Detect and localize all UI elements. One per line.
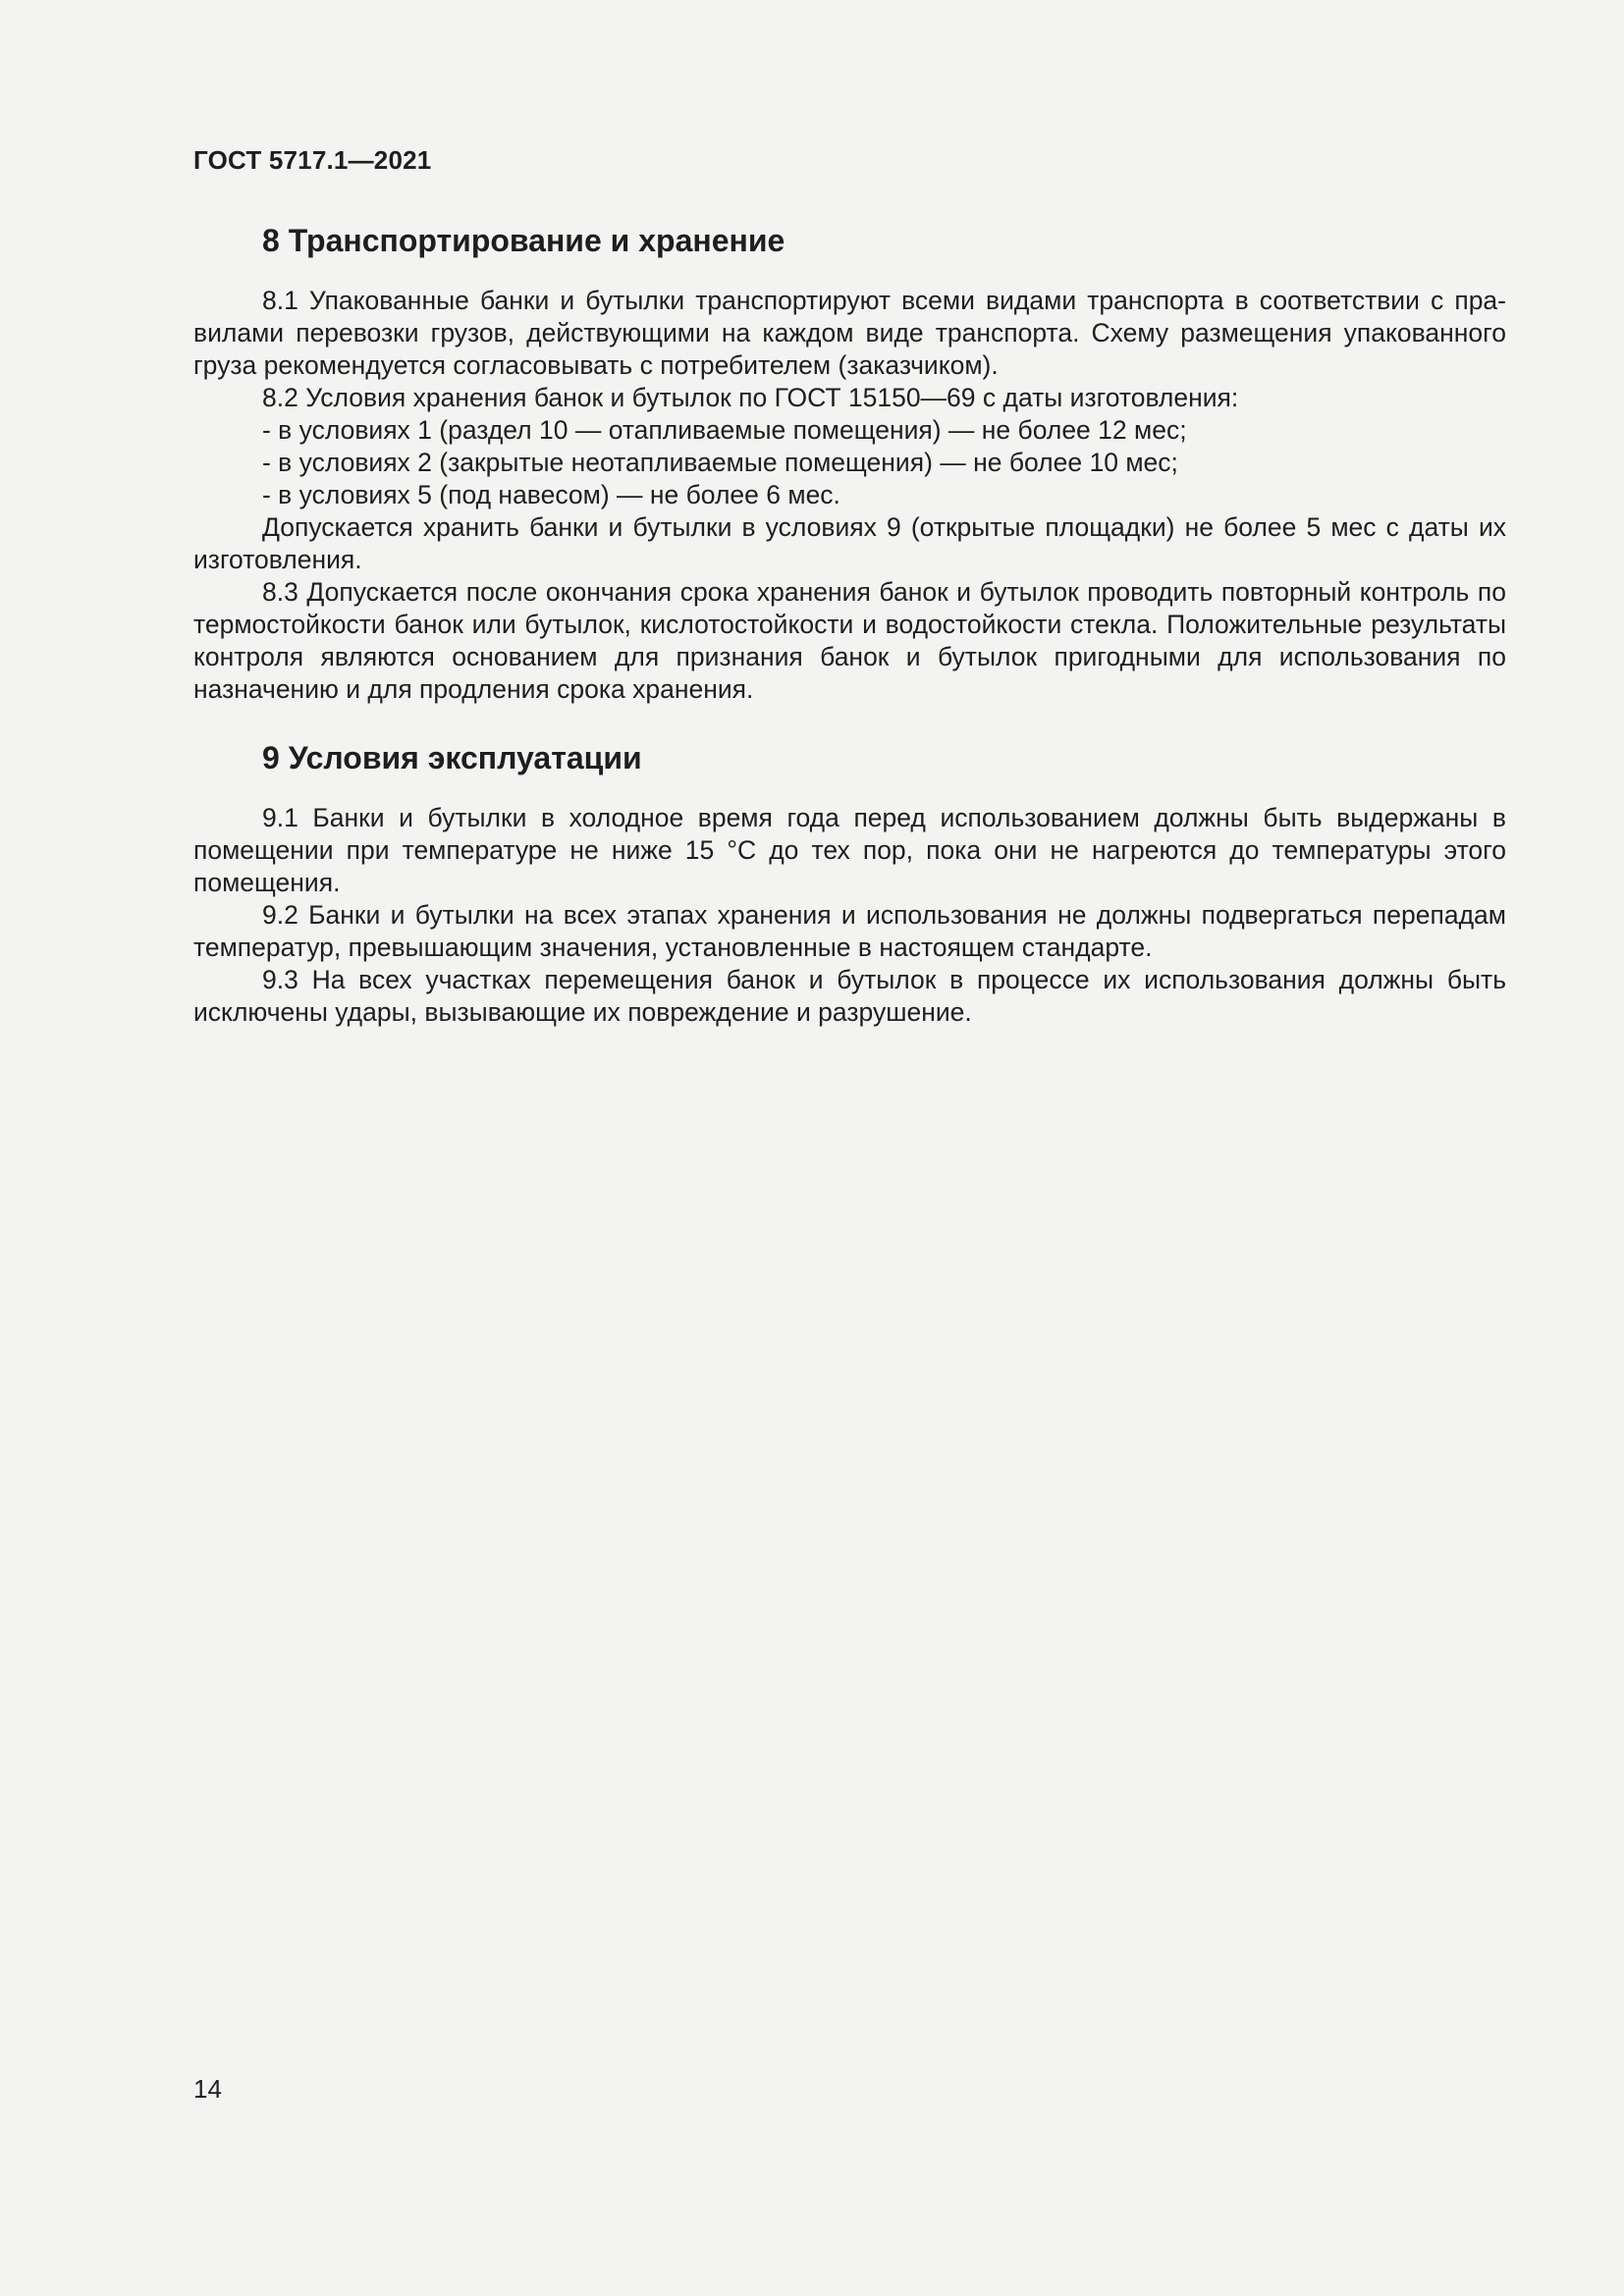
section-body [193,802,1506,1029]
document-id-header: ГОСТ 5717.1—2021 [193,145,432,175]
paragraph-8-2: 8.2 Условия хранения банок и бутылок по ГОСТ 15150—69 с даты изготовления: [262,383,1239,412]
paragraph-9-2: 9.2 Банки и бутылки на всех этапах хранения и использования не должны подвергаться перепадам температур, превышающим значения, установленные в настоящем стандарте. [193,900,1506,962]
section-heading: 8 Транспортирование и хранение [262,223,785,258]
paragraph-8-3: 8.3 Допускается после окончания срока хранения банок и бутылок проводить повторный контроль по термостойкости банок или бутылок, кислотостойкости и водостойкости стекла. Положительные результаты контроля являются основанием для признания банок и бутылок пригодными для использования по назначению и для продления срока хранения. [193,577,1506,704]
document-body [193,216,1506,1056]
section-body [193,285,1506,706]
list-item: - в условиях 5 (под навесом) — не более 6 мес. [262,480,840,509]
section-9 [193,733,1506,1029]
paragraph-9-3: 9.3 На всех участках перемещения банок и бутылок в процессе их использования должны быть исключены удары, вызывающие их повреждение и разрушение. [193,965,1506,1027]
list-item: - в условиях 1 (раздел 10 — отапливаемые помещения) — не более 12 мес; [262,415,1187,445]
section-8 [193,216,1506,706]
section-heading: 9 Условия эксплуатации [262,740,642,775]
paragraph-8-1: 8.1 Упакованные банки и бутылки транспортируют всеми видами транспорта в соответствии с правилами перевозки грузов, действующими на каждом виде транспорта. Схему размещения упакованного груза рекомендуется согласовывать с потребителем (заказчиком). [193,286,1506,380]
paragraph-9-1: 9.1 Банки и бутылки в холодное время года перед использованием должны быть выдержаны в помещении при температуре не ниже 15 °С до тех пор, пока они не нагреются до температуры этого помещения. [193,803,1506,897]
page-number: 14 [193,2074,222,2104]
list-item: - в условиях 2 (закрытые неотапливаемые помещения) — не более 10 мес; [262,448,1178,477]
paragraph-8-2-note: Допускается хранить банки и бутылки в условиях 9 (открытые площадки) не более 5 мес с даты их изготовления. [193,512,1506,574]
